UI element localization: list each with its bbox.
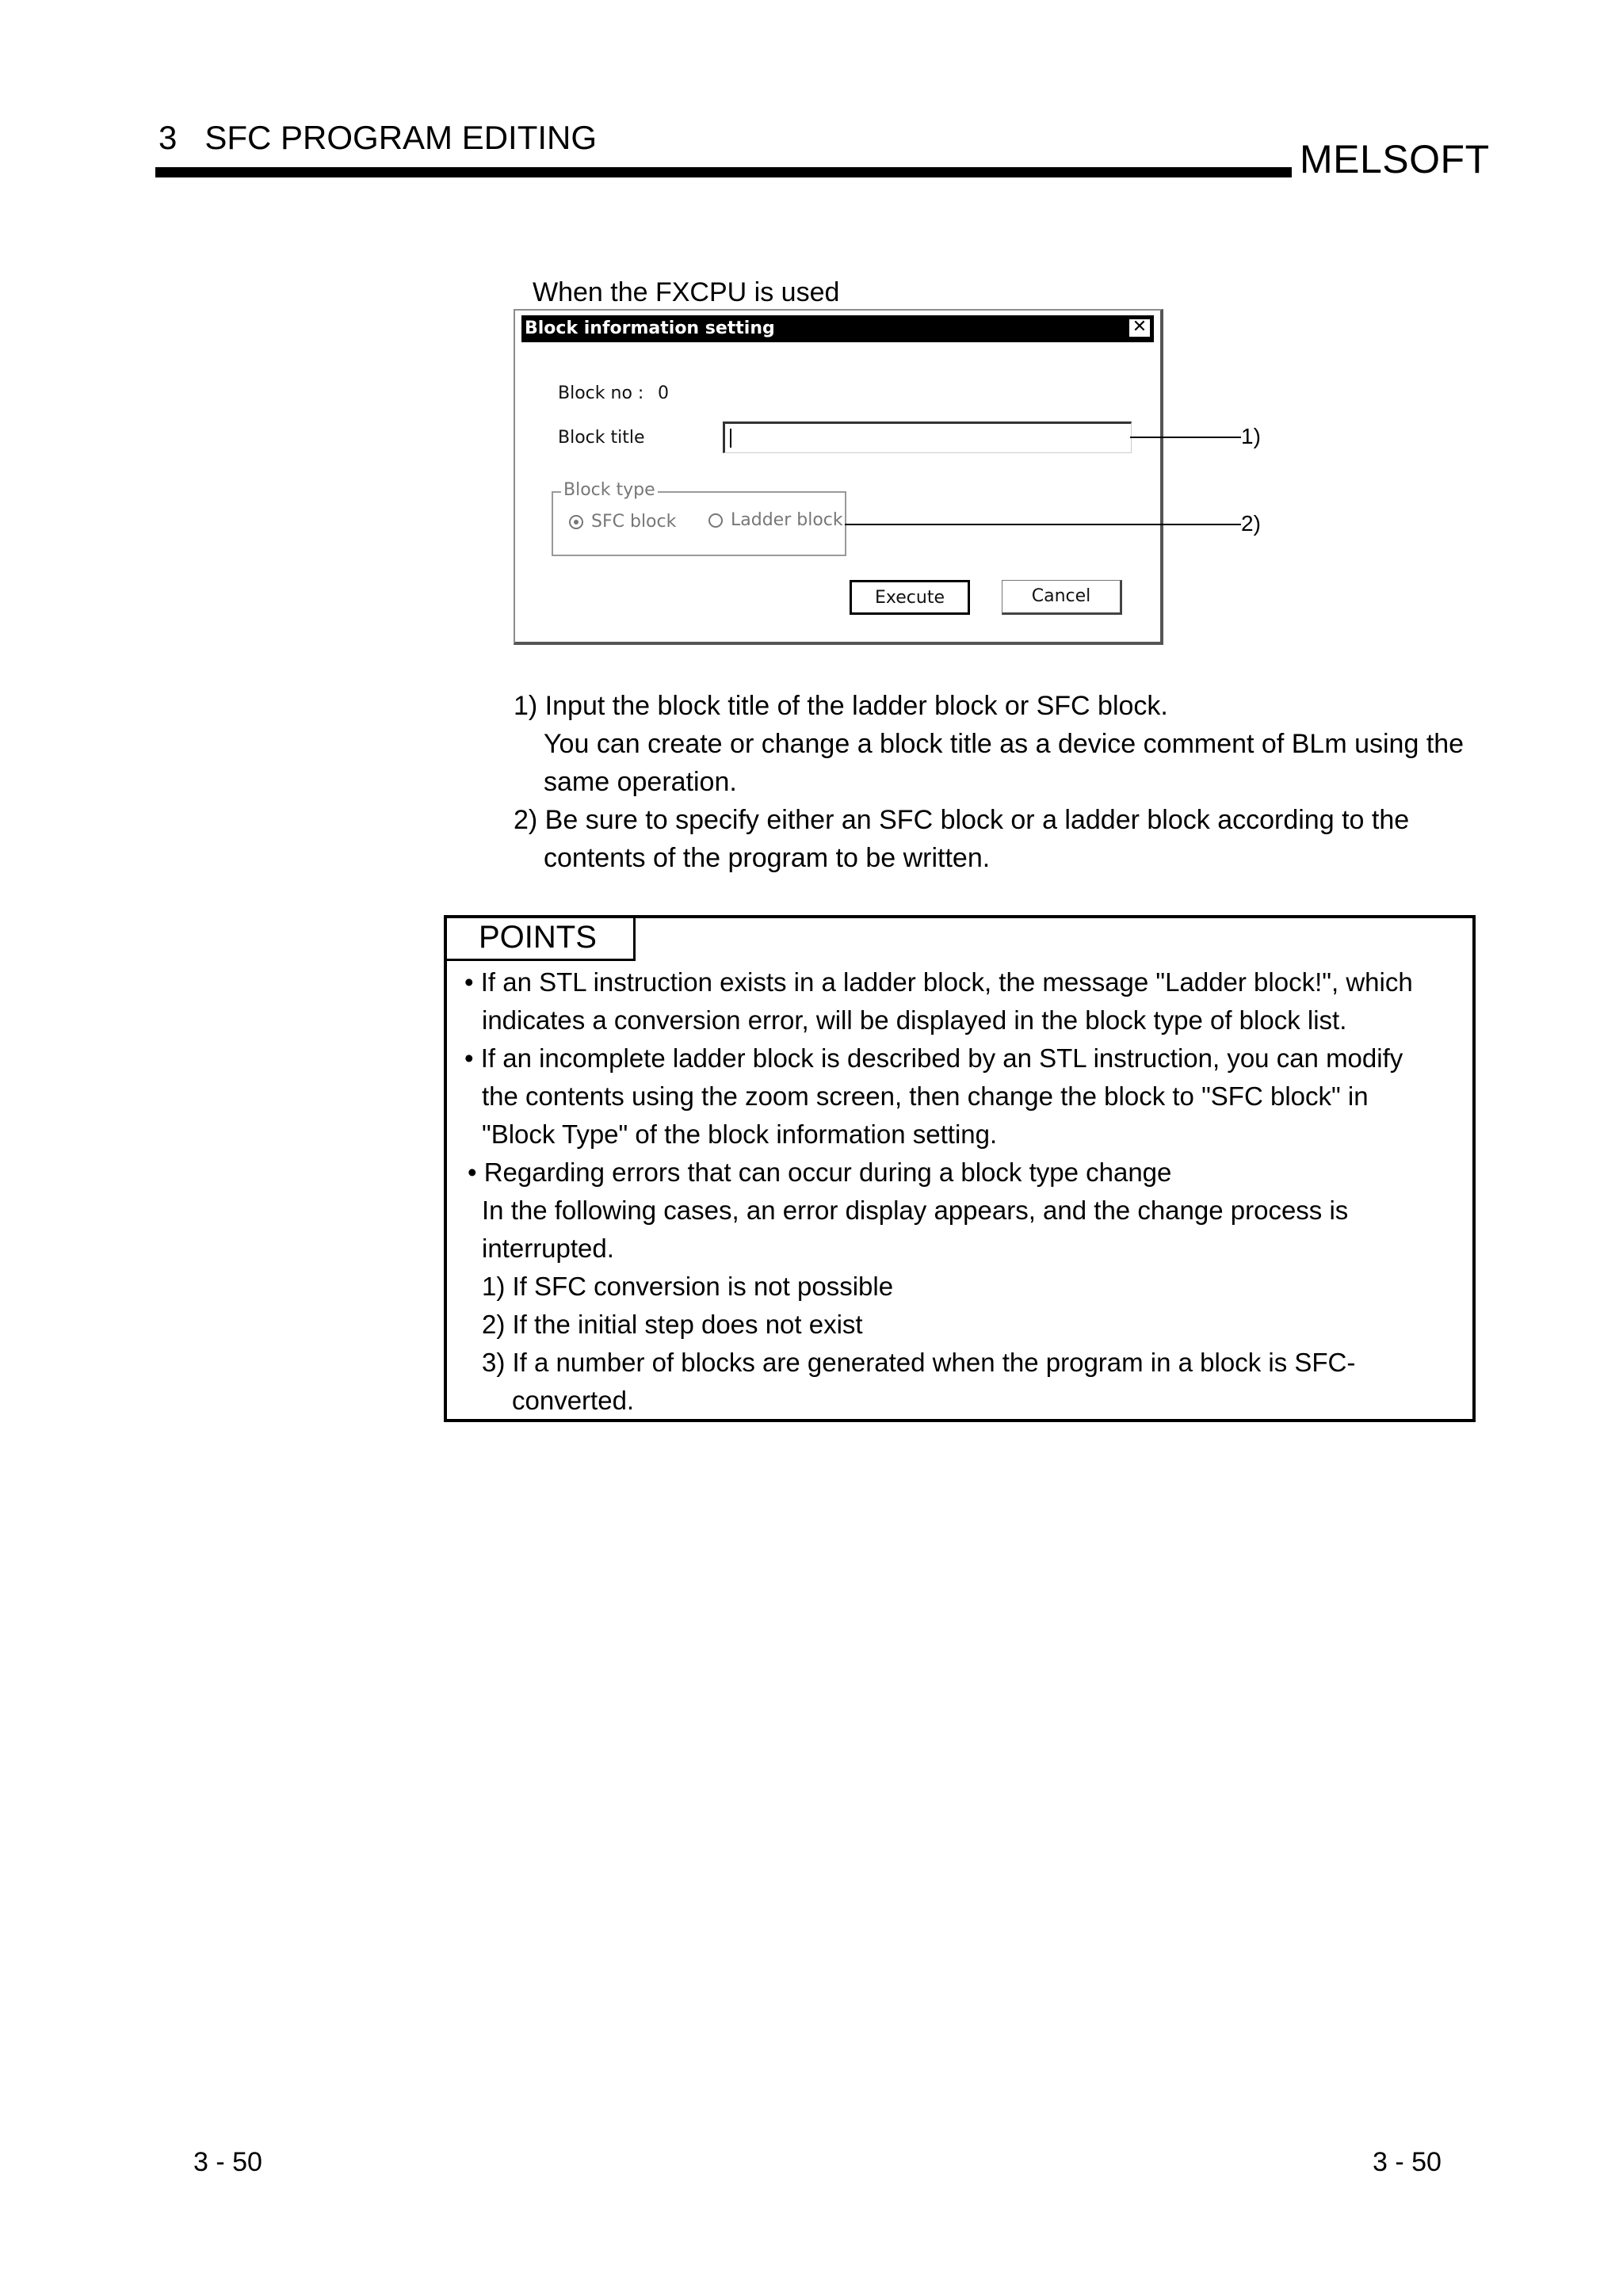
sfc-block-radio[interactable] [569, 515, 583, 529]
figure-caption: When the FXCPU is used [533, 277, 840, 307]
points-line: interrupted. [482, 1234, 614, 1263]
points-line: 3) If a number of blocks are generated when the program in a block is SFC- [482, 1348, 1356, 1377]
note-line: 1) Input the block title of the ladder block or SFC block. [514, 691, 1168, 721]
points-line: In the following cases, an error display appears, and the change process is [482, 1196, 1349, 1225]
points-line: "Block Type" of the block information setting. [482, 1119, 998, 1149]
points-line: • Regarding errors that can occur during a block type change [468, 1158, 1172, 1187]
cancel-button[interactable]: Cancel [1002, 580, 1122, 615]
dialog-titlebar [521, 315, 1154, 342]
block-title-label: Block title [558, 428, 645, 448]
points-tab [445, 917, 636, 961]
points-line: • If an STL instruction exists in a ladder block, the message "Ladder block!", which [464, 967, 1413, 997]
chapter-title: 3 SFC PROGRAM EDITING [158, 119, 598, 156]
ladder-block-radio-label[interactable]: Ladder block [731, 510, 843, 530]
points-line: 2) If the initial step does not exist [482, 1310, 863, 1339]
callout-leader-line [1130, 437, 1241, 438]
sfc-block-radio-label[interactable]: SFC block [591, 512, 677, 532]
block-no-label: Block no : [558, 383, 644, 403]
block-title-input[interactable] [723, 421, 1132, 453]
points-line: • If an incomplete ladder block is described by an STL instruction, you can modify [464, 1043, 1403, 1073]
points-box [444, 915, 1476, 1422]
note-line: same operation. [544, 767, 737, 797]
note-line: 2) Be sure to specify either an SFC block or a ladder block according to the [514, 805, 1410, 835]
callout-label: 2) [1241, 511, 1261, 536]
text-caret [730, 429, 731, 448]
page-number-left: 3 - 50 [193, 2147, 262, 2177]
points-heading: POINTS [479, 920, 597, 955]
block-information-dialog [514, 309, 1163, 645]
block-type-group [552, 480, 846, 556]
points-line: indicates a conversion error, will be displayed in the block type of block list. [482, 1005, 1347, 1035]
page-number-right: 3 - 50 [1373, 2147, 1442, 2177]
ladder-block-radio[interactable] [708, 513, 723, 528]
radio-selected-dot [574, 520, 579, 524]
execute-button[interactable]: Execute [850, 580, 970, 615]
header-rule [155, 167, 1292, 177]
block-no-value: 0 [658, 383, 669, 403]
points-line: 1) If SFC conversion is not possible [482, 1272, 894, 1301]
close-button[interactable]: ✕ [1128, 318, 1151, 338]
block-type-legend: Block type [561, 480, 658, 500]
callout-label: 1) [1241, 424, 1261, 448]
dialog-title: Block information setting [525, 318, 775, 338]
points-line: converted. [512, 1386, 635, 1415]
note-line: You can create or change a block title as a device comment of BLm using the [544, 729, 1465, 759]
points-line: the contents using the zoom screen, then change the block to "SFC block" in [482, 1081, 1369, 1111]
callout-leader-line [845, 524, 1241, 525]
brand-logo: MELSOFT [1300, 137, 1490, 181]
note-line: contents of the program to be written. [544, 843, 991, 873]
